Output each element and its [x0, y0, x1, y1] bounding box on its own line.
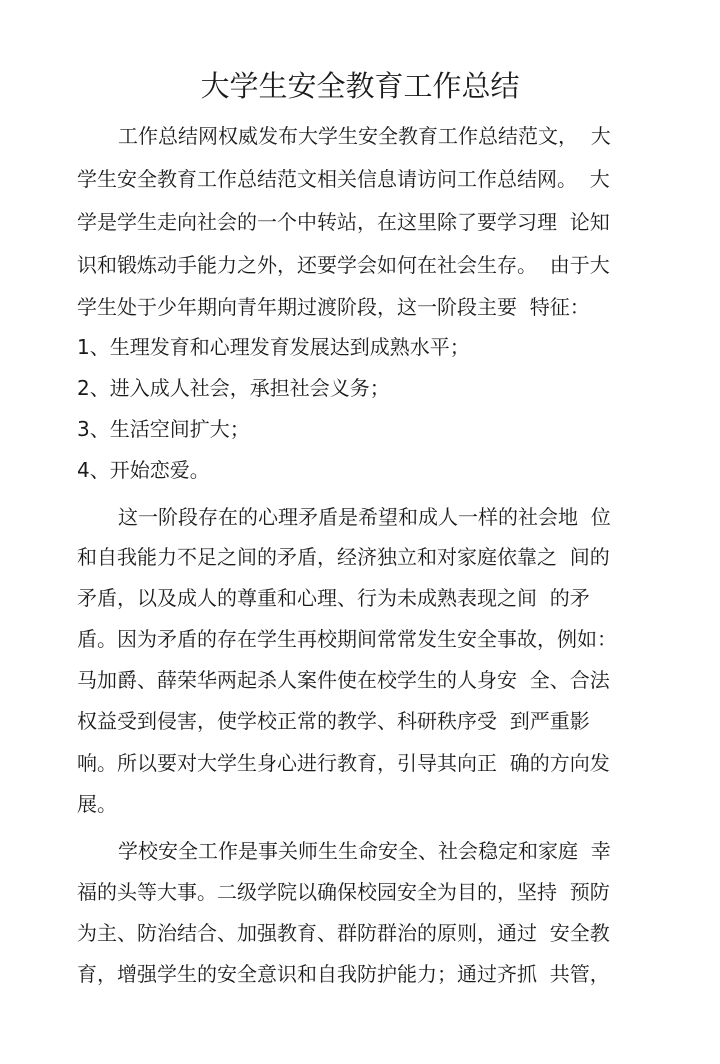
paragraph-line: 和自我能力不足之间的矛盾，经济独立和对家庭依靠之 间的 [77, 545, 610, 569]
paragraph-line: 为主、防治结合、加强教育、群防群治的原则，通过 安全教 [77, 921, 610, 945]
paragraph-line: 福的头等大事。二级学院以确保校园安全为目的，坚持 预防 [77, 880, 610, 904]
paragraph-line: 马加爵、薛荣华两起杀人案件使在校学生的人身安 全、合法 [77, 668, 610, 692]
paragraph-line: 学校安全工作是事关师生生命安全、社会稳定和家庭 幸 [118, 839, 611, 863]
paragraph-line: 育，增强学生的安全意识和自我防护能力；通过齐抓 共管， [77, 962, 610, 986]
document-title: 大学生安全教育工作总结 [200, 69, 520, 103]
list-item: 4、开始恋爱。 [77, 458, 210, 482]
paragraph-line: 权益受到侵害，使学校正常的教学、科研秩序受 到严重影 [77, 709, 590, 733]
paragraph-line: 学生安全教育工作总结范文相关信息请访问工作总结网。 大 [77, 167, 610, 191]
paragraph-line: 工作总结网权威发布大学生安全教育工作总结范文， 大 [118, 124, 611, 148]
list-item: 2、进入成人社会，承担社会义务； [77, 376, 390, 400]
paragraph-line: 盾。因为矛盾的存在学生再校期间常常发生安全事故，例如： [77, 627, 617, 651]
paragraph-line: 学是学生走向社会的一个中转站，在这里除了要学习理 论知 [77, 210, 610, 234]
paragraph-line: 这一阶段存在的心理矛盾是希望和成人一样的社会地 位 [118, 505, 611, 529]
list-item: 3、生活空间扩大； [77, 417, 250, 441]
paragraph-line: 矛盾，以及成人的尊重和心理、行为未成熟表现之间 的矛 [77, 586, 590, 610]
paragraph-line: 学生处于少年期向青年期过渡阶段，这一阶段主要 特征： [77, 295, 590, 319]
paragraph-line: 响。所以要对大学生身心进行教育，引导其向正 确的方向发 [77, 751, 610, 775]
paragraph-line: 识和锻炼动手能力之外，还要学会如何在社会生存。 由于大 [77, 253, 610, 277]
paragraph-line: 展。 [77, 792, 117, 816]
list-item: 1、生理发育和心理发育发展达到成熟水平； [77, 335, 470, 359]
